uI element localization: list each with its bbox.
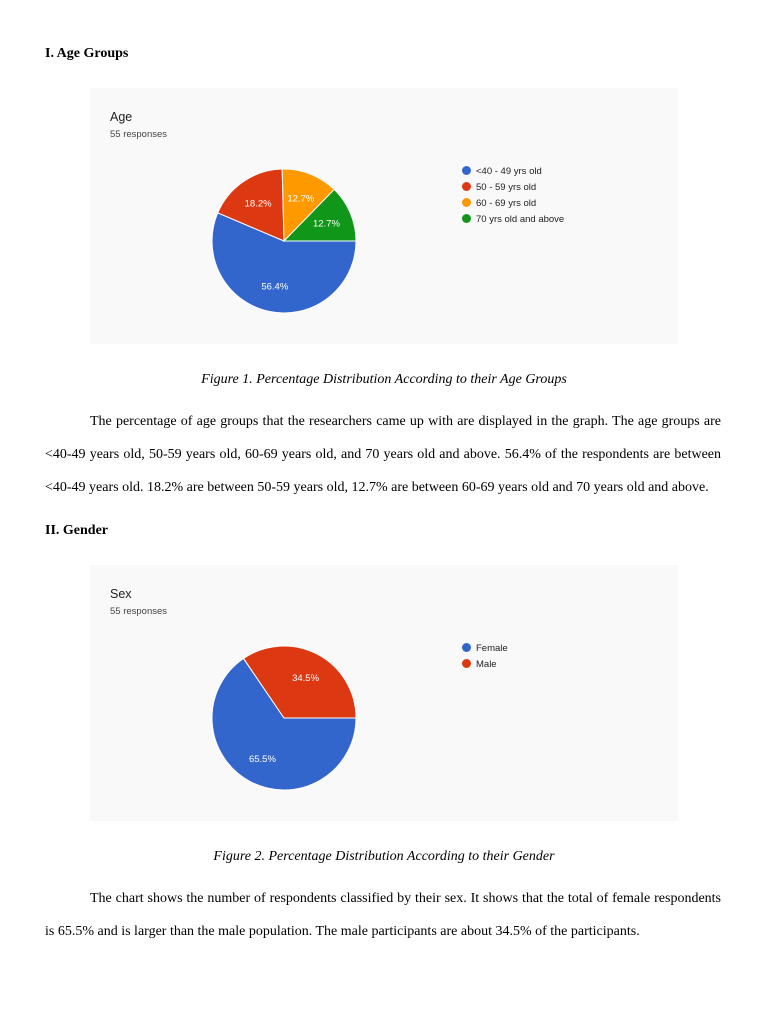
age-chart-subtitle: 55 responses <box>110 129 168 140</box>
legend-label: Female <box>476 643 508 654</box>
sex-chart-card <box>90 565 678 821</box>
legend-dot-icon <box>462 166 471 175</box>
age-pie-chart <box>90 88 678 344</box>
pie-label-male: 34.5% <box>292 672 320 684</box>
legend-label: 70 yrs old and above <box>476 214 565 225</box>
legend-item-40-49-yrs-old <box>462 164 564 180</box>
pie-label-40-49-yrs-old: 56.4% <box>261 281 289 293</box>
section-heading-gender: II. Gender <box>45 523 108 538</box>
pie-label-50-59-yrs-old: 18.2% <box>244 198 272 210</box>
sex-chart-title: Sex <box>110 587 132 601</box>
sex-pie-chart <box>90 565 678 821</box>
paragraph-age-groups: The percentage of age groups that the researchers came up with are displayed in the graph. The age groups are <40-49 years old, 50-59 years old, 60-69 years old, and 70 years old and above. 56.4% of the respondents are between <40-49 years old. 18.2% are between 50-59 years old, 12.7% are between 60-69 years old and 70 years old and above. <box>45 414 721 495</box>
legend-label: Male <box>476 659 497 670</box>
figure-1-caption: Figure 1. Percentage Distribution According to their Age Groups <box>201 372 567 387</box>
legend-label: 50 - 59 yrs old <box>476 182 537 193</box>
legend-dot-icon <box>462 182 471 191</box>
legend-label: <40 - 49 yrs old <box>476 166 542 177</box>
pie-label-60-69-yrs-old: 12.7% <box>287 193 315 205</box>
paragraph-gender: The chart shows the number of respondents classified by their sex. It shows that the total of female respondents is 65.5% and is larger than the male population. The male participants are about 34.5% of the participants. <box>45 891 721 939</box>
legend-item-male <box>462 657 508 673</box>
section-heading-age-groups: I. Age Groups <box>45 46 129 61</box>
legend-item-70-yrs-old-and-above <box>462 212 564 228</box>
pie-label-female: 65.5% <box>248 754 276 766</box>
legend-dot-icon <box>462 659 471 668</box>
age-chart-legend <box>462 164 564 228</box>
sex-chart-legend <box>462 641 508 673</box>
legend-item-50-59-yrs-old <box>462 180 564 196</box>
pie-label-70-yrs-old-and-above: 12.7% <box>312 218 340 230</box>
legend-item-60-69-yrs-old <box>462 196 564 212</box>
legend-dot-icon <box>462 643 471 652</box>
legend-dot-icon <box>462 214 471 223</box>
sex-chart-subtitle: 55 responses <box>110 606 168 617</box>
age-chart-title: Age <box>110 110 133 124</box>
legend-label: 60 - 69 yrs old <box>476 198 537 209</box>
legend-item-female <box>462 641 508 657</box>
figure-2-caption: Figure 2. Percentage Distribution According to their Gender <box>213 849 555 864</box>
age-chart-card <box>90 88 678 344</box>
legend-dot-icon <box>462 198 471 207</box>
